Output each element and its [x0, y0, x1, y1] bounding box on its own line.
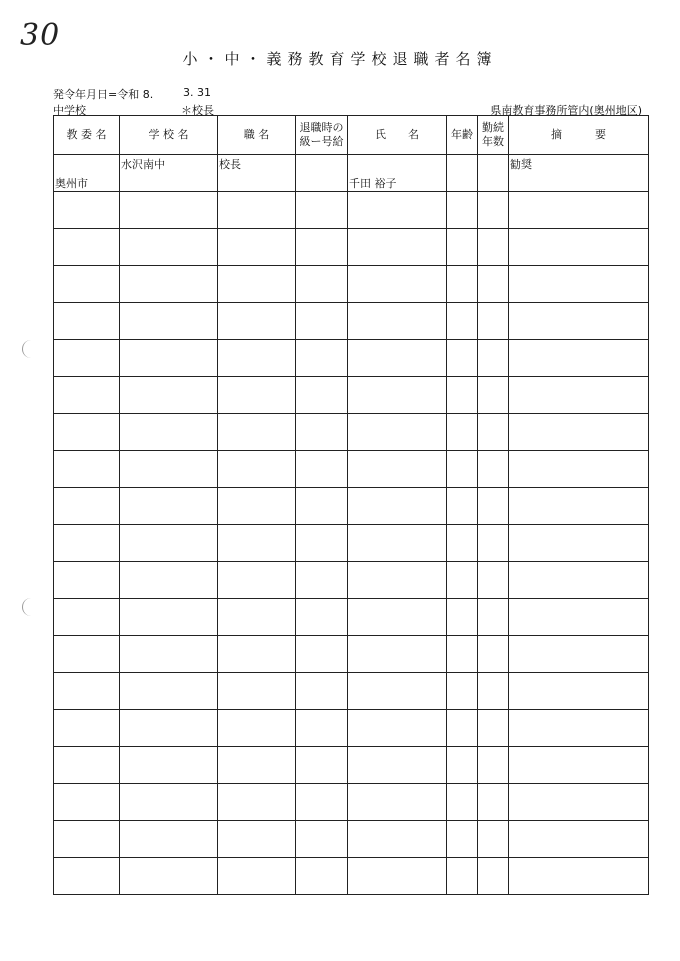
school-type: 中学校 [53, 104, 86, 117]
table-row [54, 155, 649, 192]
table-cell-empty [348, 710, 447, 747]
column-header: 学 校 名 [120, 116, 218, 155]
table-cell-empty [296, 414, 348, 451]
table-cell-empty [218, 229, 296, 266]
table-cell-empty [447, 340, 478, 377]
table-cell-empty [447, 266, 478, 303]
column-header: 教 委 名 [54, 116, 120, 155]
table-cell-empty [120, 525, 218, 562]
table-cell-empty [509, 710, 649, 747]
table-cell-empty [54, 858, 120, 895]
table-cell-empty [509, 858, 649, 895]
table-cell-empty [120, 377, 218, 414]
table-cell-empty [54, 747, 120, 784]
table-cell-empty [120, 303, 218, 340]
table-row-empty [54, 710, 649, 747]
table-cell-empty [54, 377, 120, 414]
table-cell-empty [120, 784, 218, 821]
table-cell-empty [120, 858, 218, 895]
table-row-empty [54, 784, 649, 821]
table-cell-empty [296, 451, 348, 488]
table-cell-empty [120, 266, 218, 303]
table-cell-empty [120, 747, 218, 784]
table-cell-years [478, 155, 509, 192]
table-cell-empty [447, 821, 478, 858]
cell-text [296, 155, 347, 156]
table-cell-empty [120, 673, 218, 710]
table-cell-empty [478, 266, 509, 303]
table-cell-empty [218, 303, 296, 340]
table-cell-empty [478, 599, 509, 636]
table-cell-age [447, 155, 478, 192]
cell-text: 校長 [219, 158, 241, 171]
column-header: 勤続 年数 [478, 116, 509, 155]
table-cell-empty [447, 562, 478, 599]
table-cell-empty [296, 747, 348, 784]
table-cell-empty [478, 673, 509, 710]
table-row-empty [54, 340, 649, 377]
table-row-empty [54, 599, 649, 636]
table-cell-empty [447, 858, 478, 895]
table-cell-empty [54, 599, 120, 636]
punch-hole-mark [22, 598, 33, 616]
table-cell-school [120, 155, 218, 192]
table-cell-empty [296, 340, 348, 377]
table-cell-empty [348, 192, 447, 229]
table-cell-empty [478, 525, 509, 562]
table-cell-empty [509, 747, 649, 784]
document-title: 小・中・義務教育学校退職者名簿 [182, 50, 498, 68]
table-cell-remarks [509, 155, 649, 192]
table-row-empty [54, 377, 649, 414]
table-cell-empty [120, 229, 218, 266]
table-cell-empty [348, 488, 447, 525]
table-cell-empty [509, 414, 649, 451]
table-row-empty [54, 636, 649, 673]
table-cell-empty [509, 303, 649, 340]
table-cell-empty [296, 636, 348, 673]
page-number: 30 [20, 18, 61, 53]
cell-text: 奥州市 [55, 177, 88, 190]
table-cell-empty [447, 673, 478, 710]
table-row-empty [54, 451, 649, 488]
issue-date-label: 発令年月日=令和 8. [53, 88, 154, 101]
table-cell-empty [348, 747, 447, 784]
table-cell-empty [447, 525, 478, 562]
column-header: 摘 要 [509, 116, 649, 155]
table-cell-empty [54, 636, 120, 673]
column-header: 氏 名 [348, 116, 447, 155]
table-cell-empty [478, 340, 509, 377]
table-cell-board [54, 155, 120, 192]
table-cell-empty [509, 599, 649, 636]
table-cell-empty [478, 192, 509, 229]
table-cell-empty [478, 636, 509, 673]
table-cell-empty [478, 562, 509, 599]
table-row-empty [54, 266, 649, 303]
table-cell-empty [348, 451, 447, 488]
table-cell-empty [54, 340, 120, 377]
table-cell-empty [54, 266, 120, 303]
table-cell-empty [348, 858, 447, 895]
cell-text: 千田 裕子 [349, 177, 397, 190]
table-cell-empty [348, 599, 447, 636]
table-cell-empty [447, 710, 478, 747]
table-cell-empty [296, 562, 348, 599]
table-cell-empty [348, 821, 447, 858]
table-cell-empty [447, 377, 478, 414]
table-cell-empty [54, 451, 120, 488]
table-cell-empty [296, 821, 348, 858]
table-cell-empty [120, 821, 218, 858]
table-cell-empty [296, 858, 348, 895]
table-cell-empty [120, 451, 218, 488]
table-cell-empty [478, 784, 509, 821]
office-name: 県南教育事務所管内(奥州地区) [490, 104, 642, 117]
table-cell-empty [218, 599, 296, 636]
table-cell-empty [478, 488, 509, 525]
table-row-empty [54, 525, 649, 562]
table-cell-empty [296, 303, 348, 340]
column-header: 職 名 [218, 116, 296, 155]
table-cell-empty [509, 636, 649, 673]
table-cell-empty [296, 266, 348, 303]
table-cell-empty [348, 303, 447, 340]
table-cell-empty [54, 229, 120, 266]
table-cell-empty [218, 636, 296, 673]
table-cell-empty [296, 192, 348, 229]
table-cell-grade [296, 155, 348, 192]
table-cell-empty [120, 599, 218, 636]
table-cell-empty [218, 525, 296, 562]
table-cell-empty [120, 488, 218, 525]
table-cell-empty [509, 488, 649, 525]
table-row-empty [54, 303, 649, 340]
table-row-empty [54, 673, 649, 710]
table-cell-empty [447, 303, 478, 340]
table-cell-empty [447, 488, 478, 525]
table-cell-empty [54, 192, 120, 229]
table-cell-empty [218, 192, 296, 229]
table-row-empty [54, 192, 649, 229]
table-cell-empty [296, 784, 348, 821]
table-row-empty [54, 821, 649, 858]
table-cell-position [218, 155, 296, 192]
table-cell-empty [509, 340, 649, 377]
table-cell-empty [218, 784, 296, 821]
table-cell-empty [509, 821, 649, 858]
table-cell-empty [218, 488, 296, 525]
table-cell-empty [296, 599, 348, 636]
table-cell-empty [478, 414, 509, 451]
table-cell-empty [120, 192, 218, 229]
table-cell-empty [54, 303, 120, 340]
issue-date-value: 3. 31 [183, 86, 211, 99]
table-cell-empty [348, 673, 447, 710]
table-cell-empty [120, 636, 218, 673]
table-cell-empty [348, 525, 447, 562]
table-cell-empty [296, 673, 348, 710]
table-cell-empty [478, 710, 509, 747]
table-cell-empty [296, 229, 348, 266]
table-cell-empty [509, 525, 649, 562]
table-cell-empty [54, 488, 120, 525]
table-row-empty [54, 414, 649, 451]
column-header: 年齢 [447, 116, 478, 155]
table-row-empty [54, 858, 649, 895]
table-cell-empty [218, 821, 296, 858]
table-cell-empty [478, 229, 509, 266]
table-cell-empty [218, 340, 296, 377]
table-cell-empty [54, 710, 120, 747]
table-row-empty [54, 562, 649, 599]
cell-text: 勧奨 [510, 158, 532, 171]
table-cell-empty [348, 414, 447, 451]
table-cell-empty [54, 562, 120, 599]
table-cell-empty [478, 747, 509, 784]
table-cell-empty [348, 229, 447, 266]
table-cell-empty [478, 377, 509, 414]
table-cell-empty [509, 192, 649, 229]
table-cell-empty [218, 377, 296, 414]
table-cell-name [348, 155, 447, 192]
table-cell-empty [447, 192, 478, 229]
table-cell-empty [54, 821, 120, 858]
table-cell-empty [218, 451, 296, 488]
table-cell-empty [509, 266, 649, 303]
cell-text [478, 155, 508, 156]
table-cell-empty [447, 636, 478, 673]
table-cell-empty [218, 562, 296, 599]
table-row-empty [54, 488, 649, 525]
table-cell-empty [54, 525, 120, 562]
table-row-empty [54, 747, 649, 784]
table-cell-empty [509, 562, 649, 599]
table-cell-empty [54, 414, 120, 451]
table-cell-empty [447, 784, 478, 821]
table-cell-empty [509, 451, 649, 488]
table-cell-empty [348, 266, 447, 303]
table-cell-empty [348, 636, 447, 673]
position-note: ＊校長 [181, 104, 214, 117]
table-cell-empty [54, 673, 120, 710]
retiree-table [53, 115, 649, 895]
table-cell-empty [478, 451, 509, 488]
table-cell-empty [120, 414, 218, 451]
table-cell-empty [509, 673, 649, 710]
table-cell-empty [120, 340, 218, 377]
table-cell-empty [348, 562, 447, 599]
table-cell-empty [218, 710, 296, 747]
table-header-row [54, 116, 649, 155]
table-cell-empty [447, 599, 478, 636]
cell-text [447, 155, 477, 156]
table-cell-empty [447, 229, 478, 266]
cell-text: 水沢南中 [121, 158, 165, 171]
table-cell-empty [120, 562, 218, 599]
table-cell-empty [447, 451, 478, 488]
table-cell-empty [348, 377, 447, 414]
table-cell-empty [218, 266, 296, 303]
table-cell-empty [218, 858, 296, 895]
table-cell-empty [509, 377, 649, 414]
table-cell-empty [296, 525, 348, 562]
table-row-empty [54, 229, 649, 266]
table-cell-empty [478, 821, 509, 858]
table-cell-empty [296, 488, 348, 525]
table-cell-empty [54, 784, 120, 821]
table-cell-empty [296, 710, 348, 747]
table-cell-empty [218, 673, 296, 710]
table-cell-empty [218, 414, 296, 451]
table-cell-empty [296, 377, 348, 414]
table-cell-empty [447, 747, 478, 784]
table-cell-empty [509, 229, 649, 266]
table-cell-empty [509, 784, 649, 821]
column-header: 退職時の 級ー号給 [296, 116, 348, 155]
table-cell-empty [447, 414, 478, 451]
punch-hole-mark [22, 340, 33, 358]
table-cell-empty [120, 710, 218, 747]
table-cell-empty [348, 340, 447, 377]
table-cell-empty [478, 858, 509, 895]
table-cell-empty [478, 303, 509, 340]
table-cell-empty [218, 747, 296, 784]
table-cell-empty [348, 784, 447, 821]
